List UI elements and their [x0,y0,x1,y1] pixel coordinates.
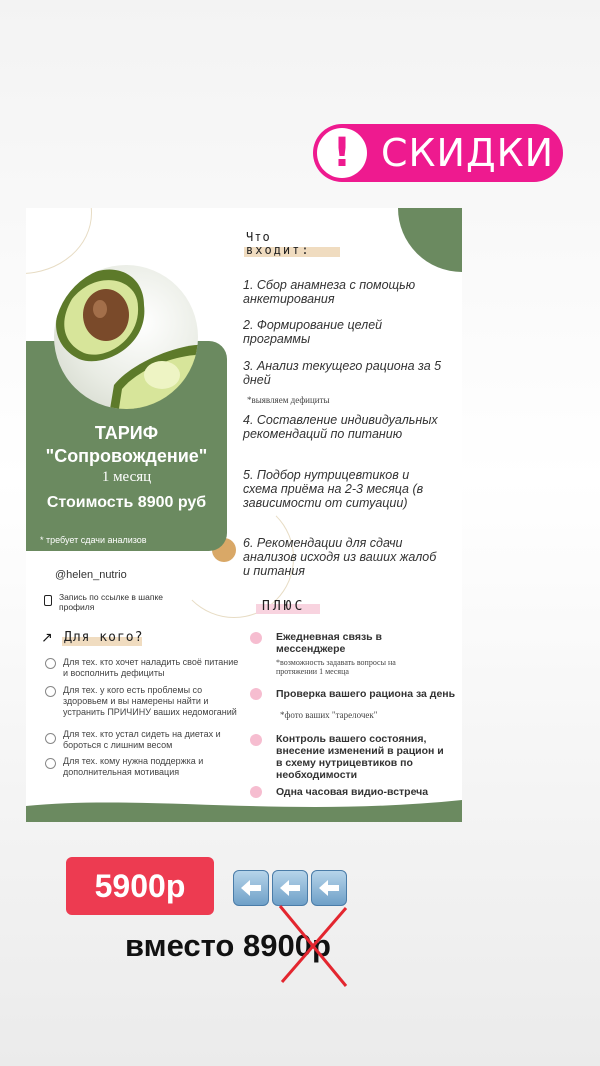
include-item-2: 2. Формирование целей программы [243,318,383,346]
tariff-title: ТАРИФ [94,423,159,443]
exclamation-icon: ! [317,128,367,178]
left-arrow-key-icon [233,870,269,906]
include-note: *выявляем дефициты [247,395,330,405]
avocado-photo [54,265,198,409]
include-item-4: 4. Составление индивидуальных рекомендаций по питанию [243,413,438,441]
include-item-6: 6. Рекомендации для сдачи анализов исходя из ваших жалоб и питания [243,536,437,578]
sale-badge [313,124,563,182]
include-item-3: 3. Анализ текущего рациона за 5 дней [243,359,442,387]
who-bullet-3 [45,733,56,744]
tariff-duration: 1 месяц [101,469,152,485]
booking-note: Запись по ссылке в шапке профиля [59,592,163,612]
who-item-4: Для тех. кому нужна поддержка и дополнительная мотивация [63,756,204,777]
plus-item-2: Проверка вашего рациона за день [276,688,456,700]
who-item-1: Для тех. кто хочет наладить своё питание и восполнить дефициты [63,657,239,678]
plus-note-2: *фото ваших "тарелочек" [280,710,378,720]
plus-item-4: Одна часовая видио-встреча [276,786,429,798]
instagram-handle[interactable]: @helen_nutrio [55,569,127,581]
tariff-name: "Сопровождение" [45,446,208,466]
who-item-3: Для тех. кто устал сидеть на диетах и бороться с лишним весом [63,729,221,750]
decor-arc-top-left [26,208,92,274]
who-bullet-4 [45,758,56,769]
corner-shape-top-right [398,208,462,272]
left-arrow-key-icon [272,870,308,906]
plus-heading: ПЛЮС [262,599,306,614]
plus-bullet-1 [250,632,262,644]
includes-heading-2: входит: [246,243,311,257]
plus-bullet-3 [250,734,262,746]
includes-heading-1: Что [246,230,271,244]
tariff-cost: Стоимость 8900 руб [46,494,207,511]
include-item-1: 1. Сбор анамнеза с помощью анкетирования [243,278,416,306]
plus-item-1: Ежедневная связь в мессенджере [276,631,383,655]
who-bullet-1 [45,658,56,669]
arrow-up-right-icon: ↗ [41,630,53,646]
left-arrow-key-icon [311,870,347,906]
who-bullet-2 [45,686,56,697]
include-item-5: 5. Подбор нутрицевтиков и схема приёма на 2-3 месяца (в зависимости от ситуации) [243,468,424,510]
who-item-2: Для тех. у кого есть проблемы со здоровьем и вы намерены найти и устранить ПРИЧИНУ ваших недомоганий [63,685,237,717]
phone-icon [44,595,52,606]
cross-out-mark-icon [274,902,352,990]
tariff-card [26,208,462,822]
who-heading: Для кого? [64,630,144,645]
tariff-note: * требует сдачи анализов [40,535,147,545]
sale-label: СКИДКИ [381,131,555,175]
plus-note-1: *возможность задавать вопросы на протяжении 1 месяца [276,658,396,676]
plus-bullet-2 [250,688,262,700]
bottom-wave [26,796,462,822]
old-price-text: вместо 8900р [125,928,331,963]
new-price-badge: 5900р [66,857,214,915]
plus-item-3: Контроль вашего состояния, внесение изменений в рацион и в схему нутрицевтиков по необходимости [276,733,444,781]
